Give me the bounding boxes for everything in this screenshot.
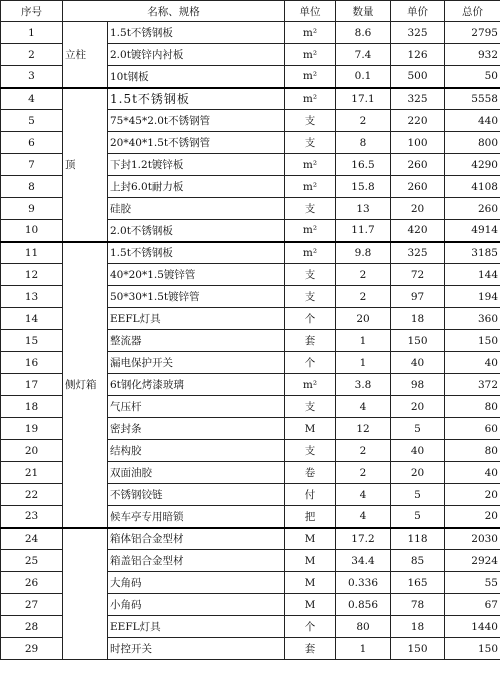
- unit-cell: m²: [285, 154, 336, 176]
- price-cell: 98: [391, 374, 445, 396]
- seq-cell: 17: [1, 374, 63, 396]
- item-name: 大角码: [108, 572, 285, 594]
- unit-cell: m²: [285, 220, 336, 242]
- qty-cell: 8.6: [336, 22, 391, 44]
- price-cell: 260: [391, 176, 445, 198]
- unit-cell: 支: [285, 198, 336, 220]
- header-unit: 单位: [285, 1, 336, 22]
- total-cell: 4108: [445, 176, 500, 198]
- unit-cell: 个: [285, 308, 336, 330]
- seq-cell: 18: [1, 396, 63, 418]
- total-cell: 4914: [445, 220, 500, 242]
- seq-cell: 4: [1, 88, 63, 110]
- total-cell: 20: [445, 506, 500, 528]
- total-cell: 260: [445, 198, 500, 220]
- seq-cell: 22: [1, 484, 63, 506]
- price-cell: 260: [391, 154, 445, 176]
- total-cell: 440: [445, 110, 500, 132]
- unit-cell: M: [285, 572, 336, 594]
- total-cell: 80: [445, 396, 500, 418]
- item-name: 10t钢板: [108, 66, 285, 88]
- total-cell: 194: [445, 286, 500, 308]
- item-name: 75*45*2.0t不锈钢管: [108, 110, 285, 132]
- group-label: 顶: [63, 88, 108, 242]
- qty-cell: 4: [336, 506, 391, 528]
- item-name: 硅胶: [108, 198, 285, 220]
- item-name: 上封6.0t耐力板: [108, 176, 285, 198]
- item-name: 结构胶: [108, 440, 285, 462]
- seq-cell: 25: [1, 550, 63, 572]
- header-price: 单价: [391, 1, 445, 22]
- group-label: [63, 528, 108, 660]
- header-qty: 数量: [336, 1, 391, 22]
- item-name: 密封条: [108, 418, 285, 440]
- seq-cell: 15: [1, 330, 63, 352]
- unit-cell: 卷: [285, 462, 336, 484]
- unit-cell: m²: [285, 242, 336, 264]
- price-cell: 20: [391, 462, 445, 484]
- seq-cell: 26: [1, 572, 63, 594]
- item-name: 气压杆: [108, 396, 285, 418]
- header-row: [1, 1, 500, 22]
- seq-cell: 11: [1, 242, 63, 264]
- price-cell: 325: [391, 22, 445, 44]
- price-cell: 150: [391, 330, 445, 352]
- item-name: 1.5t不锈钢板: [108, 22, 285, 44]
- price-cell: 325: [391, 242, 445, 264]
- price-cell: 118: [391, 528, 445, 550]
- qty-cell: 9.8: [336, 242, 391, 264]
- item-name: 时控开关: [108, 638, 285, 660]
- seq-cell: 1: [1, 22, 63, 44]
- item-name: 1.5t不锈钢板: [108, 242, 285, 264]
- item-name: 箱盖铝合金型材: [108, 550, 285, 572]
- qty-cell: 2: [336, 110, 391, 132]
- seq-cell: 28: [1, 616, 63, 638]
- total-cell: 5558: [445, 88, 500, 110]
- total-cell: 40: [445, 352, 500, 374]
- qty-cell: 7.4: [336, 44, 391, 66]
- price-cell: 500: [391, 66, 445, 88]
- item-name: EEFL灯具: [108, 616, 285, 638]
- price-cell: 5: [391, 418, 445, 440]
- total-cell: 1440: [445, 616, 500, 638]
- qty-cell: 1: [336, 352, 391, 374]
- price-cell: 150: [391, 638, 445, 660]
- seq-cell: 7: [1, 154, 63, 176]
- unit-cell: 个: [285, 616, 336, 638]
- seq-cell: 24: [1, 528, 63, 550]
- seq-cell: 2: [1, 44, 63, 66]
- qty-cell: 0.856: [336, 594, 391, 616]
- price-cell: 20: [391, 396, 445, 418]
- item-name: 2.0t不锈钢板: [108, 220, 285, 242]
- unit-cell: m²: [285, 176, 336, 198]
- price-cell: 100: [391, 132, 445, 154]
- price-cell: 420: [391, 220, 445, 242]
- qty-cell: 13: [336, 198, 391, 220]
- total-cell: 50: [445, 66, 500, 88]
- price-cell: 97: [391, 286, 445, 308]
- qty-cell: 2: [336, 264, 391, 286]
- total-cell: 55: [445, 572, 500, 594]
- item-name: 2.0t镀锌内衬板: [108, 44, 285, 66]
- qty-cell: 4: [336, 396, 391, 418]
- total-cell: 932: [445, 44, 500, 66]
- unit-cell: 套: [285, 330, 336, 352]
- total-cell: 2795: [445, 22, 500, 44]
- price-cell: 40: [391, 440, 445, 462]
- seq-cell: 5: [1, 110, 63, 132]
- qty-cell: 20: [336, 308, 391, 330]
- seq-cell: 6: [1, 132, 63, 154]
- qty-cell: 2: [336, 440, 391, 462]
- table-row: [1, 88, 500, 110]
- total-cell: 20: [445, 484, 500, 506]
- unit-cell: M: [285, 528, 336, 550]
- total-cell: 60: [445, 418, 500, 440]
- item-name: 20*40*1.5t不锈钢管: [108, 132, 285, 154]
- table-row: [1, 242, 500, 264]
- total-cell: 150: [445, 638, 500, 660]
- item-name: 下封1.2t镀锌板: [108, 154, 285, 176]
- qty-cell: 12: [336, 418, 391, 440]
- table-row: [1, 22, 500, 44]
- unit-cell: 付: [285, 484, 336, 506]
- price-cell: 18: [391, 308, 445, 330]
- seq-cell: 20: [1, 440, 63, 462]
- header-name: 名称、规格: [63, 1, 285, 22]
- qty-cell: 3.8: [336, 374, 391, 396]
- item-name: 箱体铝合金型材: [108, 528, 285, 550]
- price-cell: 220: [391, 110, 445, 132]
- qty-cell: 11.7: [336, 220, 391, 242]
- item-name: 小角码: [108, 594, 285, 616]
- unit-cell: 套: [285, 638, 336, 660]
- seq-cell: 19: [1, 418, 63, 440]
- item-name: 双面油胶: [108, 462, 285, 484]
- qty-cell: 15.8: [336, 176, 391, 198]
- qty-cell: 2: [336, 286, 391, 308]
- qty-cell: 8: [336, 132, 391, 154]
- qty-cell: 80: [336, 616, 391, 638]
- unit-cell: 支: [285, 110, 336, 132]
- price-cell: 5: [391, 484, 445, 506]
- price-cell: 165: [391, 572, 445, 594]
- total-cell: 2030: [445, 528, 500, 550]
- item-name: 50*30*1.5t镀锌管: [108, 286, 285, 308]
- seq-cell: 27: [1, 594, 63, 616]
- unit-cell: 支: [285, 132, 336, 154]
- item-name: EEFL灯具: [108, 308, 285, 330]
- seq-cell: 14: [1, 308, 63, 330]
- total-cell: 67: [445, 594, 500, 616]
- unit-cell: 支: [285, 286, 336, 308]
- total-cell: 372: [445, 374, 500, 396]
- unit-cell: 把: [285, 506, 336, 528]
- total-cell: 800: [445, 132, 500, 154]
- qty-cell: 0.1: [336, 66, 391, 88]
- unit-cell: 支: [285, 440, 336, 462]
- qty-cell: 34.4: [336, 550, 391, 572]
- total-cell: 2924: [445, 550, 500, 572]
- qty-cell: 17.2: [336, 528, 391, 550]
- unit-cell: m²: [285, 22, 336, 44]
- total-cell: 144: [445, 264, 500, 286]
- qty-cell: 4: [336, 484, 391, 506]
- unit-cell: M: [285, 418, 336, 440]
- qty-cell: 2: [336, 462, 391, 484]
- unit-cell: 个: [285, 352, 336, 374]
- table-row: [1, 528, 500, 550]
- unit-cell: M: [285, 550, 336, 572]
- group-label: 侧灯箱: [63, 242, 108, 528]
- price-cell: 18: [391, 616, 445, 638]
- seq-cell: 13: [1, 286, 63, 308]
- price-cell: 5: [391, 506, 445, 528]
- table-body: [1, 22, 500, 660]
- unit-cell: m²: [285, 374, 336, 396]
- total-cell: 3185: [445, 242, 500, 264]
- header-total: 总价: [445, 1, 500, 22]
- unit-cell: M: [285, 594, 336, 616]
- total-cell: 4290: [445, 154, 500, 176]
- seq-cell: 9: [1, 198, 63, 220]
- total-cell: 150: [445, 330, 500, 352]
- qty-cell: 1: [336, 638, 391, 660]
- total-cell: 80: [445, 440, 500, 462]
- item-name: 40*20*1.5镀锌管: [108, 264, 285, 286]
- group-label: 立柱: [63, 22, 108, 88]
- seq-cell: 12: [1, 264, 63, 286]
- header-seq: 序号: [1, 1, 63, 22]
- unit-cell: m²: [285, 88, 336, 110]
- seq-cell: 29: [1, 638, 63, 660]
- unit-cell: m²: [285, 66, 336, 88]
- item-name: 不锈钢铰链: [108, 484, 285, 506]
- seq-cell: 21: [1, 462, 63, 484]
- unit-cell: m²: [285, 44, 336, 66]
- qty-cell: 16.5: [336, 154, 391, 176]
- seq-cell: 10: [1, 220, 63, 242]
- seq-cell: 16: [1, 352, 63, 374]
- seq-cell: 8: [1, 176, 63, 198]
- item-name: 漏电保护开关: [108, 352, 285, 374]
- price-cell: 72: [391, 264, 445, 286]
- price-cell: 78: [391, 594, 445, 616]
- item-name: 1.5t不锈钢板: [108, 88, 285, 110]
- qty-cell: 0.336: [336, 572, 391, 594]
- seq-cell: 3: [1, 66, 63, 88]
- total-cell: 360: [445, 308, 500, 330]
- price-cell: 85: [391, 550, 445, 572]
- qty-cell: 17.1: [336, 88, 391, 110]
- item-name: 候车亭专用暗锁: [108, 506, 285, 528]
- qty-cell: 1: [336, 330, 391, 352]
- unit-cell: 支: [285, 396, 336, 418]
- item-name: 整流器: [108, 330, 285, 352]
- price-cell: 126: [391, 44, 445, 66]
- unit-cell: 支: [285, 264, 336, 286]
- price-cell: 40: [391, 352, 445, 374]
- price-cell: 325: [391, 88, 445, 110]
- total-cell: 40: [445, 462, 500, 484]
- seq-cell: 23: [1, 506, 63, 528]
- item-name: 6t钢化烤漆玻璃: [108, 374, 285, 396]
- price-cell: 20: [391, 198, 445, 220]
